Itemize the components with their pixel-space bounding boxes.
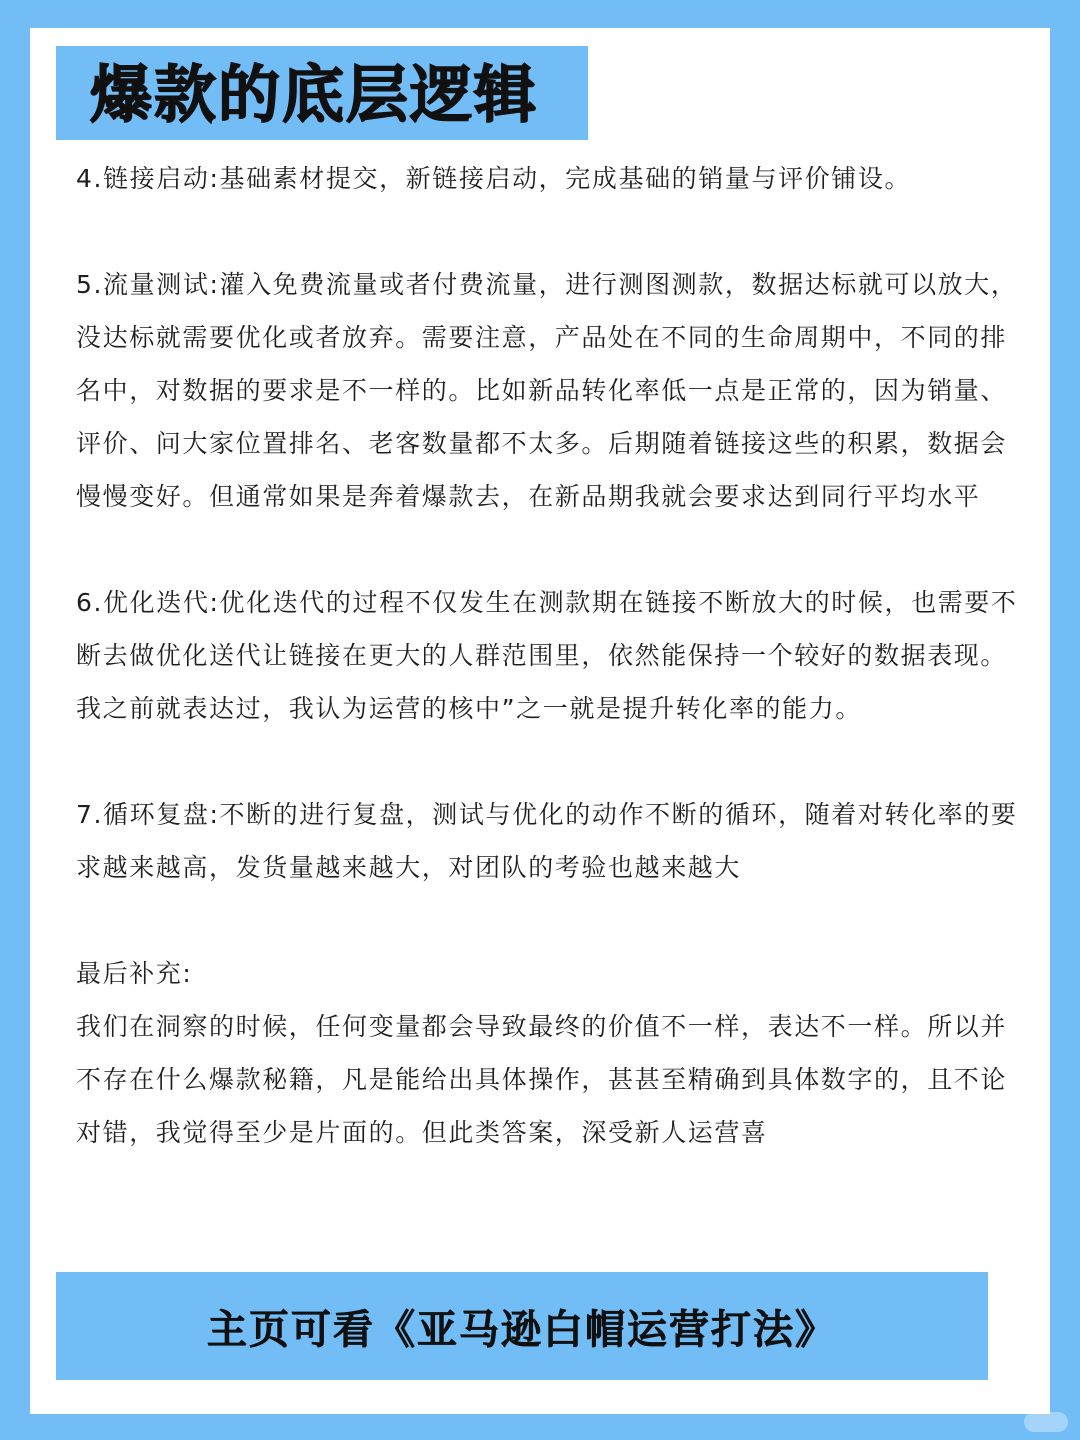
paragraph-step-6: 6.优化迭代:优化迭代的过程不仅发生在测款期在链接不断放大的时候，也需要不断去做优化送代让链接在更大的人群范围里，依然能保持一个较好的数据表现。我之前就表达过，我认为运营的核中”之一就是提升转化率的能力。 [76, 588, 1018, 723]
paragraph-step-5: 5.流量测试:灌入免费流量或者付费流量，进行测图测款，数据达标就可以放大，没达标就需要优化或者放弃。需要注意，产品处在不同的生命周期中，不同的排名中，对数据的要求是不一样的。比如新品转化率低一点是正常的，因为销量、评价、问大家位置排名、老客数量都不太多。后期随着链接这些的积累，数据会慢慢变好。但通常如果是奔着爆款去，在新品期我就会要求达到同行平均水平 [76, 270, 1018, 511]
supplement-body: 我们在洞察的时候，任何变量都会导致最终的价值不一样，表达不一样。所以并不存在什么爆款秘籍，凡是能给出具体操作，甚甚至精确到具体数字的，且不论对错，我觉得至少是片面的。但此类答案，深受新人运营喜 [76, 1012, 1008, 1147]
article-body [76, 152, 1028, 1270]
paragraph-step-7: 7.循环复盘:不断的进行复盘，测试与优化的动作不断的循环，随着对转化率的要求越来越高，发货量越来越大，对团队的考验也越来越大 [76, 800, 1018, 882]
watermark-badge [1024, 1412, 1068, 1432]
page-title: 爆款的底层逻辑 [90, 58, 539, 131]
footer-banner[interactable] [56, 1272, 988, 1380]
supplement-heading: 最后补充: [76, 959, 193, 988]
paragraph-step-4: 4.链接启动:基础素材提交，新链接启动，完成基础的销量与评价铺设。 [76, 164, 912, 193]
footer-text: 主页可看《亚马逊白帽运营打法》 [207, 1306, 837, 1353]
